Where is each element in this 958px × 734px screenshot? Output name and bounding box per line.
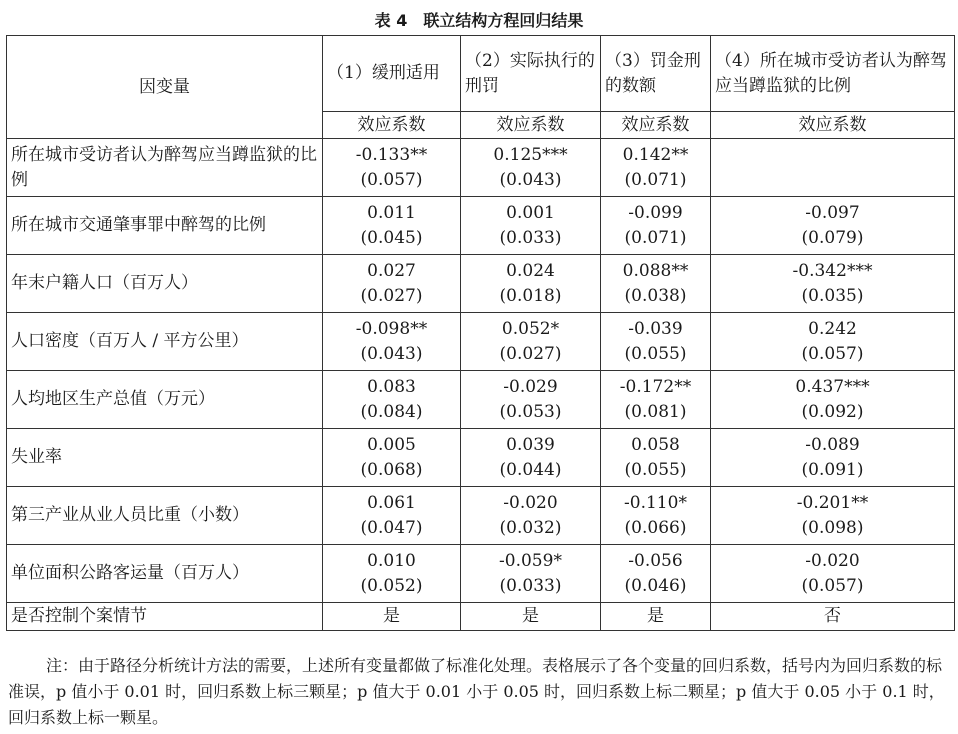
row-label: 人口密度（百万人 / 平方公里） <box>7 313 323 371</box>
coefficient-value: -0.097 <box>805 202 860 223</box>
model-2-header: （2）实际执行的刑罚 <box>461 36 601 112</box>
coefficient-value: -0.039 <box>628 318 683 339</box>
coefficient-cell <box>461 429 601 487</box>
effect-coef-header: 效应系数 <box>601 112 711 139</box>
standard-error: (0.071) <box>624 169 687 190</box>
table-title: 表 4 联立结构方程回归结果 <box>374 11 584 30</box>
standard-error: (0.092) <box>801 401 864 422</box>
coefficient-value: -0.059* <box>499 550 562 571</box>
coefficient-cell <box>461 139 601 197</box>
coefficient-value: -0.020 <box>805 550 860 571</box>
row-label: 年末户籍人口（百万人） <box>7 255 323 313</box>
coefficient-value: 0.083 <box>367 376 416 397</box>
standard-error: (0.047) <box>360 517 423 538</box>
dependent-variable-header: 因变量 <box>7 36 323 139</box>
standard-error: (0.055) <box>624 459 687 480</box>
standard-error: (0.081) <box>624 401 687 422</box>
coefficient-cell <box>601 487 711 545</box>
coefficient-cell <box>711 487 955 545</box>
standard-error: (0.071) <box>624 227 687 248</box>
row-label: 单位面积公路客运量（百万人） <box>7 545 323 603</box>
coefficient-cell <box>601 429 711 487</box>
coefficient-cell <box>711 197 955 255</box>
standard-error: (0.052) <box>360 575 423 596</box>
coefficient-value: 0.242 <box>808 318 857 339</box>
standard-error: (0.045) <box>360 227 423 248</box>
coefficient-value: -0.029 <box>503 376 558 397</box>
table-row <box>7 313 955 371</box>
table-row <box>7 487 955 545</box>
coefficient-value: -0.089 <box>805 434 860 455</box>
coefficient-cell <box>323 197 461 255</box>
standard-error: (0.043) <box>360 343 423 364</box>
coefficient-cell <box>461 371 601 429</box>
coefficient-cell <box>461 197 601 255</box>
model-4-header: （4）所在城市受访者认为醉驾应当蹲监狱的比例 <box>711 36 955 112</box>
standard-error: (0.038) <box>624 285 687 306</box>
effect-coef-header: 效应系数 <box>711 112 955 139</box>
coefficient-value: 0.142** <box>622 144 689 165</box>
coefficient-value: 0.088** <box>622 260 689 281</box>
standard-error: (0.066) <box>624 517 687 538</box>
coefficient-value: 0.039 <box>506 434 555 455</box>
coefficient-cell <box>601 371 711 429</box>
standard-error: (0.068) <box>360 459 423 480</box>
coefficient-cell <box>711 429 955 487</box>
table-row <box>7 197 955 255</box>
coefficient-cell <box>323 545 461 603</box>
standard-error: (0.084) <box>360 401 423 422</box>
standard-error: (0.035) <box>801 285 864 306</box>
coefficient-value: 0.024 <box>506 260 555 281</box>
coefficient-value: -0.133** <box>355 144 428 165</box>
coefficient-value: 0.010 <box>367 550 416 571</box>
standard-error: (0.057) <box>801 575 864 596</box>
header-row <box>7 36 955 112</box>
standard-error: (0.032) <box>499 517 562 538</box>
table-body <box>7 139 955 603</box>
effect-coef-header: 效应系数 <box>323 112 461 139</box>
row-label: 是否控制个案情节 <box>7 603 323 631</box>
standard-error: (0.018) <box>499 285 562 306</box>
coefficient-value: 0.437*** <box>795 376 870 397</box>
row-label: 所在城市受访者认为醉驾应当蹲监狱的比例 <box>7 139 323 197</box>
coefficient-cell <box>601 197 711 255</box>
standard-error: (0.046) <box>624 575 687 596</box>
coefficient-value: -0.099 <box>628 202 683 223</box>
model-3-header: （3）罚金刑的数额 <box>601 36 711 112</box>
coefficient-cell <box>601 255 711 313</box>
coefficient-cell <box>711 545 955 603</box>
control-value: 是 <box>601 603 711 631</box>
coefficient-value: 0.125*** <box>493 144 568 165</box>
coefficient-cell <box>711 313 955 371</box>
coefficient-value: -0.172** <box>619 376 692 397</box>
row-label: 失业率 <box>7 429 323 487</box>
coefficient-cell <box>601 313 711 371</box>
coefficient-cell <box>323 139 461 197</box>
coefficient-cell <box>323 429 461 487</box>
coefficient-cell <box>711 371 955 429</box>
coefficient-value: -0.056 <box>628 550 683 571</box>
standard-error: (0.044) <box>499 459 562 480</box>
control-row <box>7 603 955 631</box>
coefficient-cell <box>461 255 601 313</box>
table-row <box>7 545 955 603</box>
table-row <box>7 255 955 313</box>
table-row <box>7 429 955 487</box>
table-row <box>7 139 955 197</box>
coefficient-value: -0.020 <box>503 492 558 513</box>
coefficient-cell <box>323 371 461 429</box>
coefficient-value: 0.058 <box>631 434 680 455</box>
coefficient-value: -0.201** <box>796 492 869 513</box>
standard-error: (0.055) <box>624 343 687 364</box>
regression-table <box>6 35 955 631</box>
coefficient-cell <box>461 545 601 603</box>
coefficient-cell <box>461 487 601 545</box>
control-value: 是 <box>461 603 601 631</box>
coefficient-value: 0.005 <box>367 434 416 455</box>
coefficient-value: 0.011 <box>367 202 416 223</box>
standard-error: (0.098) <box>801 517 864 538</box>
row-label: 第三产业从业人员比重（小数） <box>7 487 323 545</box>
standard-error: (0.033) <box>499 227 562 248</box>
coefficient-cell <box>601 545 711 603</box>
standard-error: (0.053) <box>499 401 562 422</box>
coefficient-cell <box>601 139 711 197</box>
coefficient-cell <box>323 313 461 371</box>
coefficient-cell <box>323 255 461 313</box>
standard-error: (0.079) <box>801 227 864 248</box>
standard-error: (0.033) <box>499 575 562 596</box>
model-1-header: （1）缓刑适用 <box>323 36 461 112</box>
control-value: 否 <box>711 603 955 631</box>
standard-error: (0.057) <box>360 169 423 190</box>
coefficient-value: -0.110* <box>624 492 687 513</box>
row-label: 人均地区生产总值（万元） <box>7 371 323 429</box>
standard-error: (0.027) <box>499 343 562 364</box>
coefficient-value: 0.001 <box>506 202 555 223</box>
table-row <box>7 371 955 429</box>
table-note: 注：由于路径分析统计方法的需要，上述所有变量都做了标准化处理。表格展示了各个变量的回归系数，括号内为回归系数的标准误，p 值小于 0.01 时，回归系数上标三颗星；p 值大于 0.01 小于 0.05 时，回归系数上标二颗星；p 值大于 0.05 小于 0.1 时，回归系数上标一颗星。 <box>8 656 945 727</box>
standard-error: (0.057) <box>801 343 864 364</box>
standard-error: (0.043) <box>499 169 562 190</box>
coefficient-value: -0.342*** <box>792 260 873 281</box>
standard-error: (0.027) <box>360 285 423 306</box>
row-label: 所在城市交通肇事罪中醉驾的比例 <box>7 197 323 255</box>
coefficient-cell <box>711 255 955 313</box>
coefficient-cell <box>461 313 601 371</box>
standard-error: (0.091) <box>801 459 864 480</box>
control-value: 是 <box>323 603 461 631</box>
coefficient-value: 0.061 <box>367 492 416 513</box>
coefficient-cell <box>323 487 461 545</box>
coefficient-value: -0.098** <box>355 318 428 339</box>
coefficient-value: 0.027 <box>367 260 416 281</box>
effect-coef-header: 效应系数 <box>461 112 601 139</box>
coefficient-value: 0.052* <box>501 318 560 339</box>
coefficient-cell <box>711 139 955 197</box>
